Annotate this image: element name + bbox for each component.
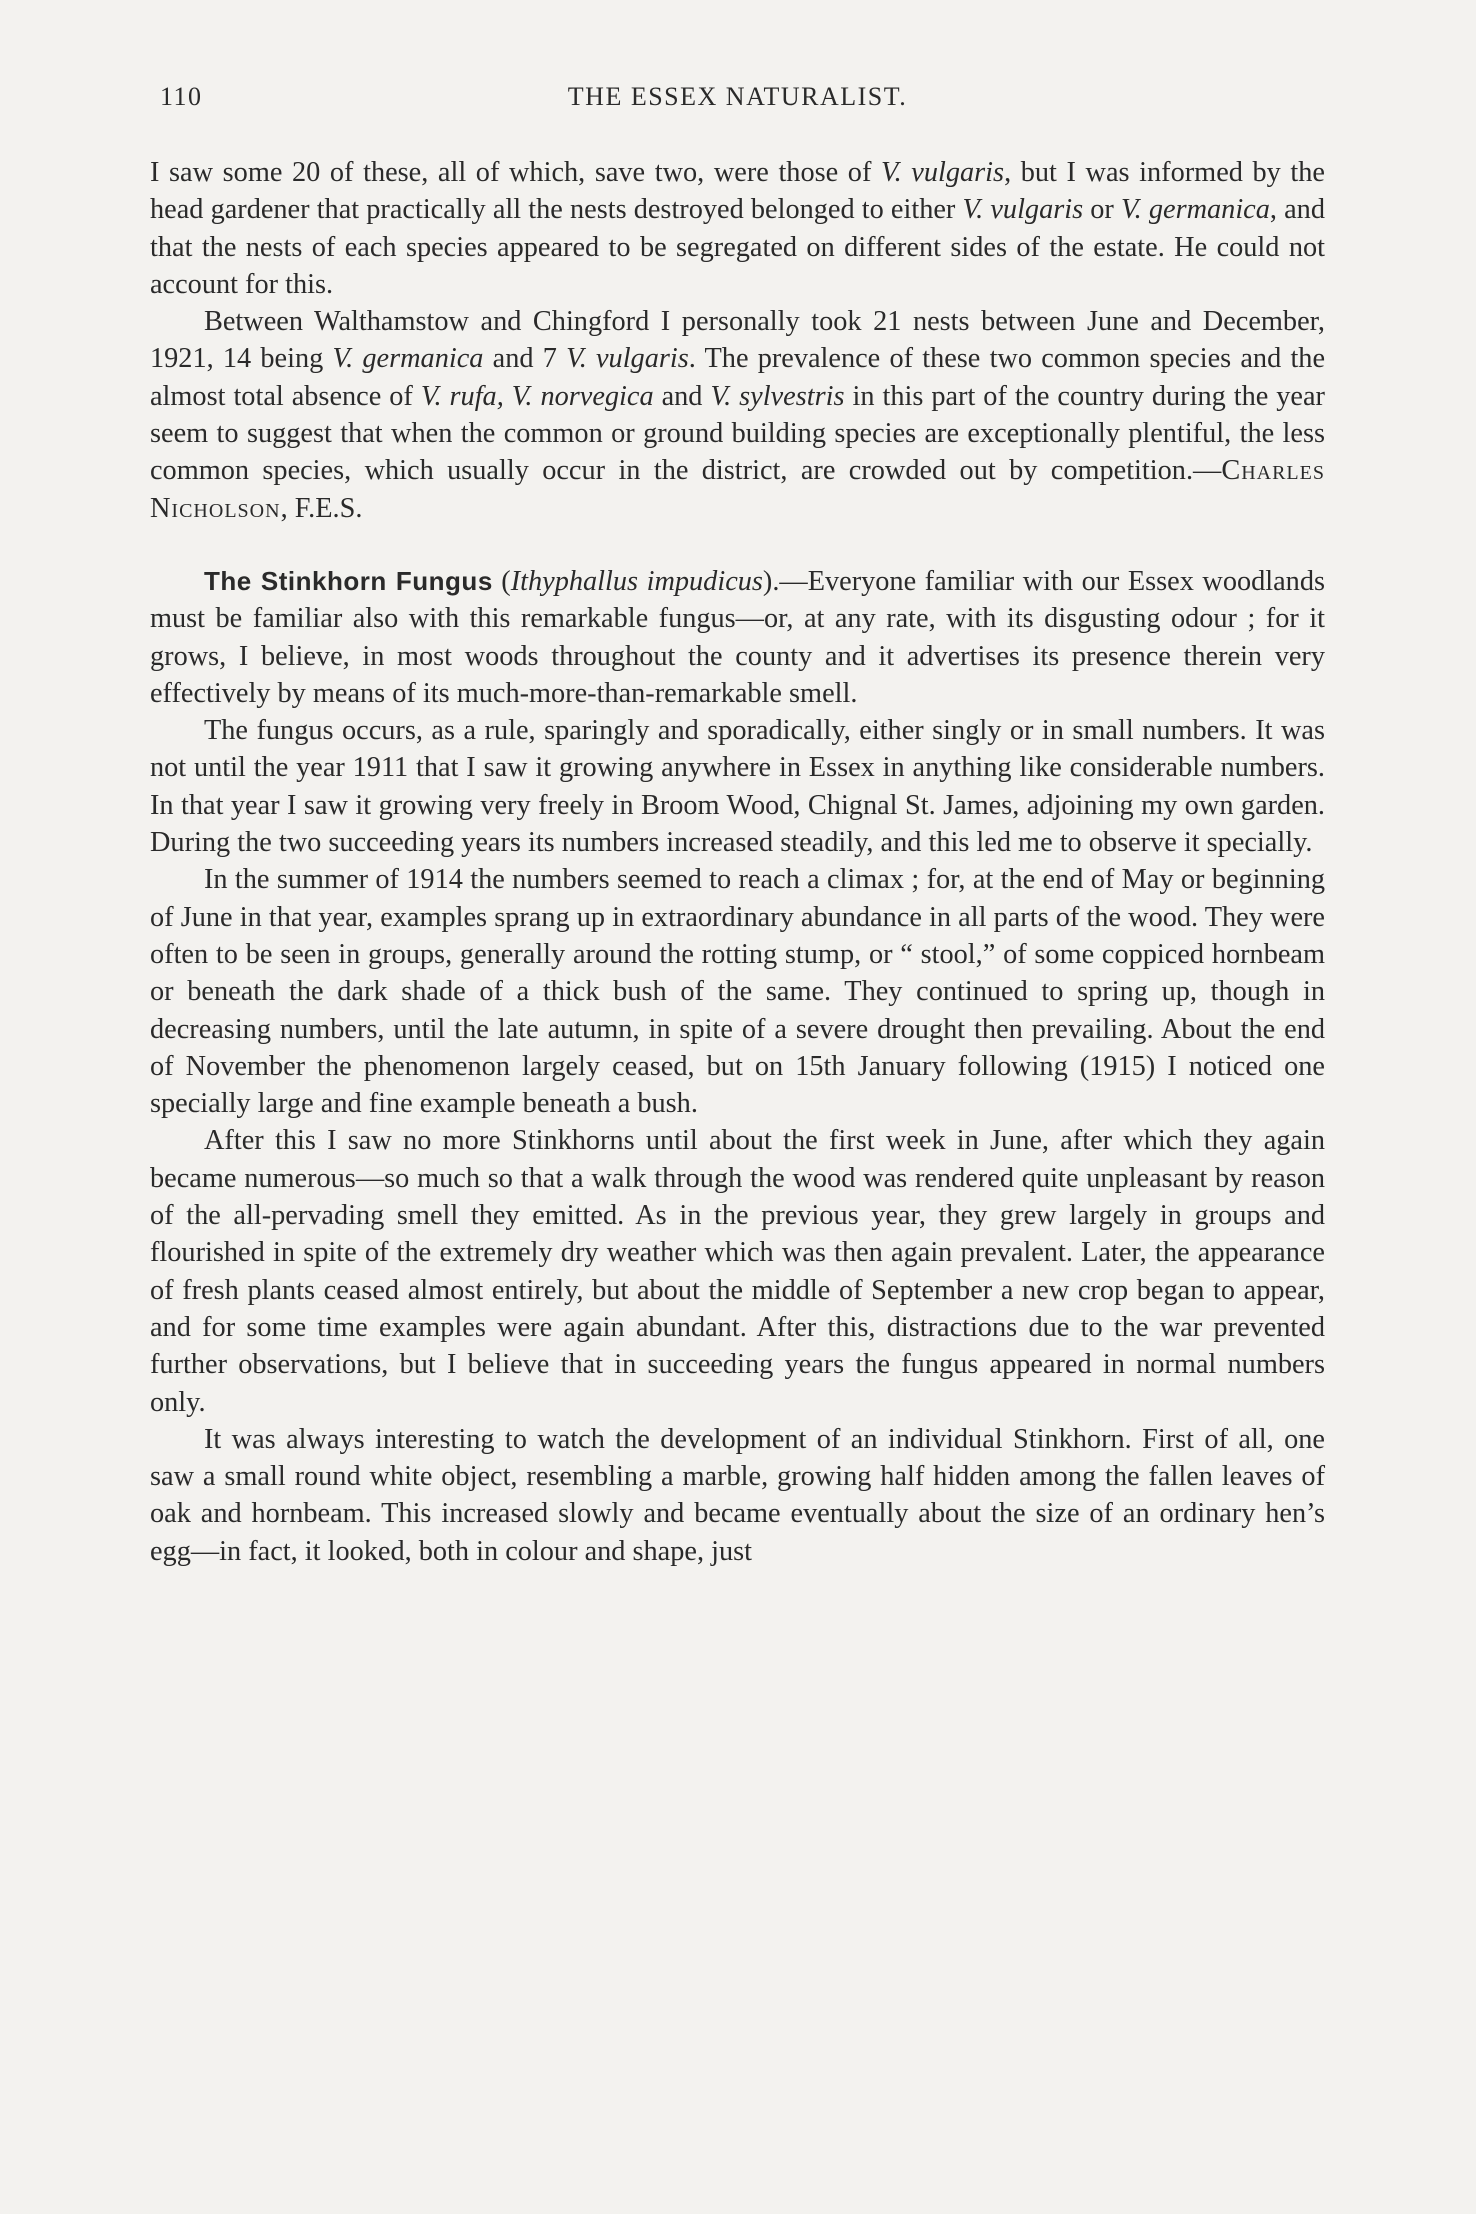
- wasps-paragraph-2: [150, 303, 1325, 527]
- running-head: [150, 78, 1325, 118]
- text-run: . The prevalence of these two common species and the almost total absence of: [150, 343, 1326, 412]
- stinkhorn-paragraph-3: In the summer of 1914 the numbers seemed to reach a climax ; for, at the end of May or beginning of June in that year, examples sprang up in extraordinary abundance in all parts of the wood. They were often to be seen in groups, generally around the rotting stump, or “ stool,” of some coppiced hornbeam or beneath the dark shade of a thick bush of the same. They continued to spring up, though in decreasing numbers, until the late autumn, in spite of a severe drought then prevailing. About the end of November the phenomenon largely ceased, but on 15th January following (1915) I noticed one specially large and fine example beneath a bush.: [150, 864, 1325, 1120]
- text-run: and 7: [483, 343, 567, 375]
- text-run: I saw some 20 of these, all of which, save two, were those of: [150, 157, 881, 188]
- species-name: V. rufa, V. norvegica: [420, 380, 654, 412]
- text-run: or: [1083, 194, 1121, 226]
- stinkhorn-paragraph-4: After this I saw no more Stinkhorns until about the first week in June, after which they again became numerous—so much so that a walk through the wood was rendered quite unpleasant by reason of the all-pervading smell they emitted. As in the previous year, they grew largely in groups and flourished in spite of the extremely dry weather which was then again prevalent. Later, the appearance of fresh plants ceased almost entirely, but about the middle of September a new crop began to appear, and for some time examples were again abundant. After this, distractions due to the war prevented further observations, but I believe that in succeeding years the fungus appeared in normal numbers only.: [150, 1125, 1325, 1418]
- text-run: , and that the nests of each species appeared to be segregated on different sides of the estate. He could not account for this.: [150, 194, 1325, 300]
- author-name: Charles Nicholson: [150, 455, 1325, 524]
- journal-title: THE ESSEX NATURALIST.: [567, 82, 908, 111]
- text-run: in this part of the country during the year seem to suggest that when the common or ground building species are exceptionally plentiful, the less common species, which usually occur in the district, are crowded out by competition.—: [150, 380, 1325, 487]
- species-name: V. vulgaris: [566, 343, 689, 375]
- text-run: and: [653, 380, 711, 412]
- note-title: The Stinkhorn Fungus: [204, 565, 493, 596]
- species-name: V. sylvestris: [710, 380, 845, 412]
- species-name: V. germanica: [1121, 194, 1270, 226]
- page-number: 110: [160, 82, 203, 111]
- journal-page: [150, 78, 1325, 1570]
- species-name: V. vulgaris: [962, 194, 1084, 226]
- species-name: Ithyphallus impudicus: [510, 565, 763, 597]
- text-run: ).—Everyone familiar with our Essex woodlands must be familiar also with this remarkable fungus—or, at any rate, with its disgusting odour ; for it grows, I believe, in most woods throughout the county and it advertises its presence therein very effectively by means of its much-more-than-remarkable smell.: [150, 565, 1325, 709]
- stinkhorn-paragraph-2: The fungus occurs, as a rule, sparingly and sporadically, either singly or in small numbers. It was not until the year 1911 that I saw it growing anywhere in Essex in anything like considerable numbers. In that year I saw it growing very freely in Broom Wood, Chignal St. James, adjoining my own garden. During the two succeeding years its numbers increased steadily, and this led me to observe it specially.: [150, 715, 1325, 859]
- species-name: V. vulgaris: [880, 157, 1005, 188]
- text-run: Between Walthamstow and Chingford I personally took 21 nests between June and December, 1921, 14 being: [150, 306, 1325, 375]
- text-run: , but I was informed by the head gardener that practically all the nests destroyed belonged to either: [150, 157, 1325, 226]
- stinkhorn-paragraph-5: It was always interesting to watch the development of an individual Stinkhorn. First of all, one saw a small round white object, resembling a marble, growing half hidden among the fallen leaves of oak and hornbeam. This increased slowly and became eventually about the size of an ordinary hen’s egg—in fact, it looked, both in colour and shape, just: [150, 1423, 1325, 1567]
- text-run: (: [492, 565, 511, 597]
- stinkhorn-paragraph-1: [150, 563, 1325, 712]
- wasps-paragraph-1: [150, 154, 1325, 303]
- text-run: , F.E.S.: [280, 492, 363, 524]
- species-name: V. germanica: [332, 343, 484, 375]
